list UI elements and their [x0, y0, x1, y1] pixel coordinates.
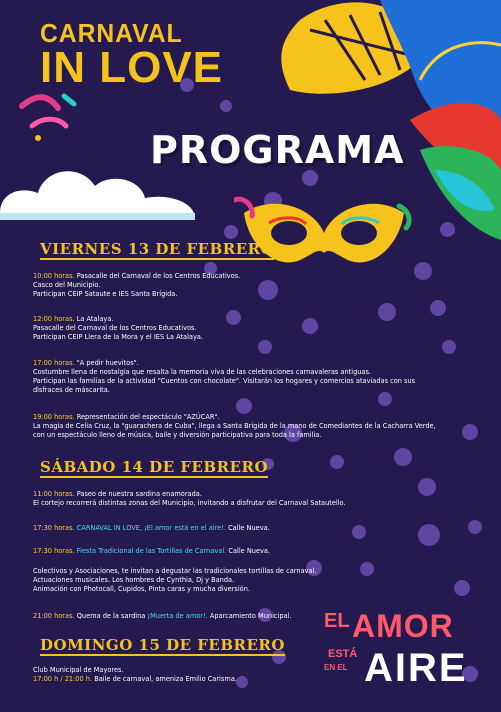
carnival-mask-illustration [234, 188, 414, 283]
day-heading-sabado: SÁBADO 14 DE FEBRERO [40, 458, 269, 476]
decor-dot [394, 448, 412, 466]
confetti-decoration [14, 88, 84, 143]
decor-dot [220, 100, 232, 112]
event-item: 17:30 horas. CARNAVAL IN LOVE, ¡El amor está en el aire!. Calle Nueva. [33, 524, 270, 532]
day-heading-viernes: VIERNES 13 DE FEBRERO [40, 240, 275, 258]
slogan-el-amor-esta-en-el-aire: EL AMOR ESTÁ EN EL AIRE [324, 608, 468, 690]
event-item: 10:00 horas. Pasacalle del Carnaval de los Centros Educativos. Casco del Municipio. Participan CEIP Sataute e IES Santa Brígida. [33, 272, 241, 298]
decor-dot [258, 340, 272, 354]
event-item: 21:00 horas. Quema de la sardina ¡Muerta de amor!. Aparcamiento Municipal. [33, 612, 292, 620]
event-item: Club Municipal de Mayores. 17:00 h / 21:00 h. Baile de carnaval, ameniza Emilio Carisma. [33, 666, 237, 683]
decor-dot [430, 300, 446, 316]
event-item: 17:00 horas. "A pedir huevitos". Costumbre llena de nostalgia que resalta la memoria viva de las celebraciones carnavaleras antiguas. Participan las familias de la actividad "Cuentos con chocolate". Visitarán los hogares y comercios ataviadas con sus disfraces de máscarita. [33, 359, 416, 394]
title-carnaval: CARNAVAL [40, 18, 183, 48]
event-item: Colectivos y Asociaciones, te invitan a degustar las tradicionales tortillas de carnaval. Actuaciones musicales. Los hombres de Cynthia, Dj y Banda. Animación con Photocall, Cupidos, Pinta caras y mucha diversión. [33, 567, 317, 593]
event-item: 19:00 horas. Representación del espectáculo "AZÚCAR". La magia de Celia Cruz, la "guarachera de Cuba", llega a Santa Brígida de la mano de Comediantes de la Cacharra Verde, con un espectáculo lleno de música, baile y diversión participativa para toda la familia. [33, 413, 436, 439]
decor-dot [236, 398, 252, 414]
event-item: 11:00 horas. Paseo de nuestra sardina enamorada. El cortejo recorrerá distintas zonas del Municipio, invitando a disfrutar del Carnaval Satautello. [33, 490, 346, 507]
event-item: 17:30 horas. Fiesta Tradicional de las Tortillas de Carnaval. Calle Nueva. [33, 547, 271, 555]
day-heading-domingo: DOMINGO 15 DE FEBRERO [40, 636, 285, 654]
decor-dot [442, 340, 456, 354]
event-item: 12:00 horas. La Atalaya. Pasacalle del Carnaval de los Centros Educativos. Participan CEIP Llera de la Mora y el IES La Atalaya. [33, 315, 203, 341]
programa-heading: PROGRAMA [150, 128, 405, 172]
title-in-love: IN LOVE [40, 43, 224, 92]
decor-dot [330, 455, 344, 469]
